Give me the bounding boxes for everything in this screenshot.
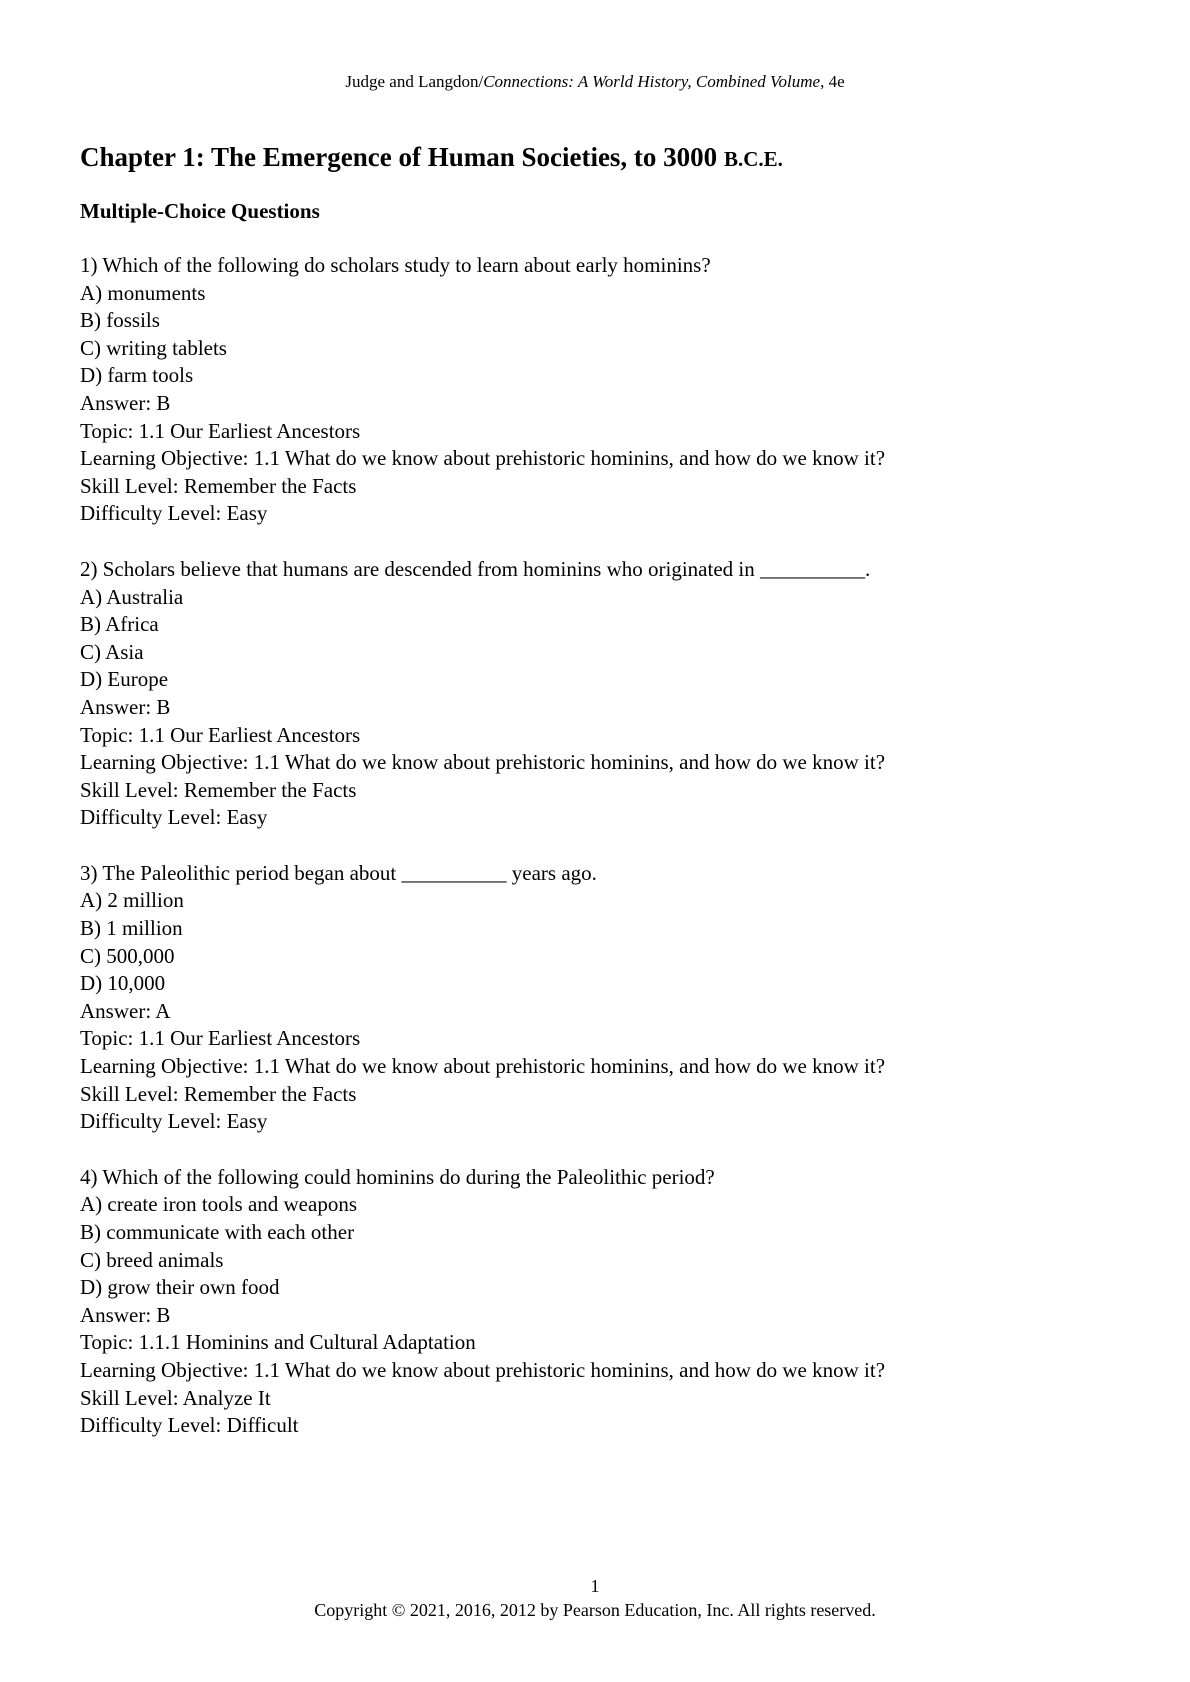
answer-option: C) Asia (80, 639, 144, 664)
chapter-title-era: B.C.E. (723, 147, 783, 171)
answer-key: Answer: B (80, 1302, 171, 1327)
learning-objective: Learning Objective: 1.1 What do we know about prehistoric hominins, and how do we know it? (80, 1054, 886, 1079)
answer-option: A) monuments (80, 280, 206, 305)
question-stem: 3) The Paleolithic period began about __________ years ago. (80, 860, 597, 885)
question-stem: 1) Which of the following do scholars study to learn about early hominins? (80, 253, 711, 277)
question-stem: 2) Scholars believe that humans are descended from hominins who originated in __________. (80, 556, 871, 581)
page-number: 1 (590, 1576, 600, 1596)
answer-key: Answer: B (80, 694, 171, 719)
answer-option: D) 10,000 (80, 971, 166, 996)
answer-option: C) writing tablets (80, 335, 227, 360)
question-block (80, 1164, 1120, 1440)
answer-option: A) create iron tools and weapons (80, 1192, 357, 1217)
skill-level: Skill Level: Remember the Facts (80, 777, 357, 802)
answer-option: D) farm tools (80, 363, 194, 388)
question-stem: 4) Which of the following could hominins do during the Paleolithic period? (80, 1164, 715, 1189)
question-topic: Topic: 1.1.1 Hominins and Cultural Adaptation (80, 1330, 476, 1355)
answer-option: D) Europe (80, 667, 169, 692)
running-header (0, 72, 1190, 92)
learning-objective: Learning Objective: 1.1 What do we know about prehistoric hominins, and how do we know it? (80, 1357, 886, 1382)
chapter-title (80, 140, 1120, 176)
answer-option: B) fossils (80, 308, 160, 333)
section-title: Multiple-Choice Questions (80, 199, 320, 223)
difficulty-level: Difficulty Level: Easy (80, 805, 268, 830)
chapter-title-main: Chapter 1: The Emergence of Human Societies, to 3000 (80, 142, 724, 172)
answer-option: C) breed animals (80, 1247, 224, 1272)
answer-option: B) communicate with each other (80, 1220, 355, 1244)
header-book-title: Connections: A World History, Combined Volume, (483, 72, 825, 91)
question-block (80, 252, 1120, 528)
answer-option: C) 500,000 (80, 943, 175, 968)
header-edition: 4e (824, 72, 845, 91)
skill-level: Skill Level: Remember the Facts (80, 1081, 357, 1106)
question-topic: Topic: 1.1 Our Earliest Ancestors (80, 1026, 361, 1051)
learning-objective: Learning Objective: 1.1 What do we know about prehistoric hominins, and how do we know it? (80, 446, 886, 471)
answer-option: D) grow their own food (80, 1275, 280, 1300)
skill-level: Skill Level: Analyze It (80, 1385, 271, 1410)
difficulty-level: Difficulty Level: Easy (80, 1109, 268, 1134)
answer-option: B) Africa (80, 612, 159, 637)
question-block (80, 556, 1120, 832)
answer-key: Answer: B (80, 390, 171, 415)
difficulty-level: Difficulty Level: Difficult (80, 1413, 299, 1438)
answer-option: A) Australia (80, 584, 184, 609)
question-block (80, 860, 1120, 1136)
difficulty-level: Difficulty Level: Easy (80, 501, 268, 526)
header-authors: Judge and Langdon/ (345, 72, 484, 91)
answer-key: Answer: A (80, 998, 171, 1023)
learning-objective: Learning Objective: 1.1 What do we know about prehistoric hominins, and how do we know it? (80, 750, 886, 775)
document-body (80, 140, 1120, 1440)
answer-option: B) 1 million (80, 916, 183, 941)
answer-option: A) 2 million (80, 888, 184, 913)
question-topic: Topic: 1.1 Our Earliest Ancestors (80, 418, 361, 443)
skill-level: Skill Level: Remember the Facts (80, 473, 357, 498)
question-topic: Topic: 1.1 Our Earliest Ancestors (80, 722, 361, 747)
copyright-notice: Copyright © 2021, 2016, 2012 by Pearson Education, Inc. All rights reserved. (314, 1600, 876, 1620)
